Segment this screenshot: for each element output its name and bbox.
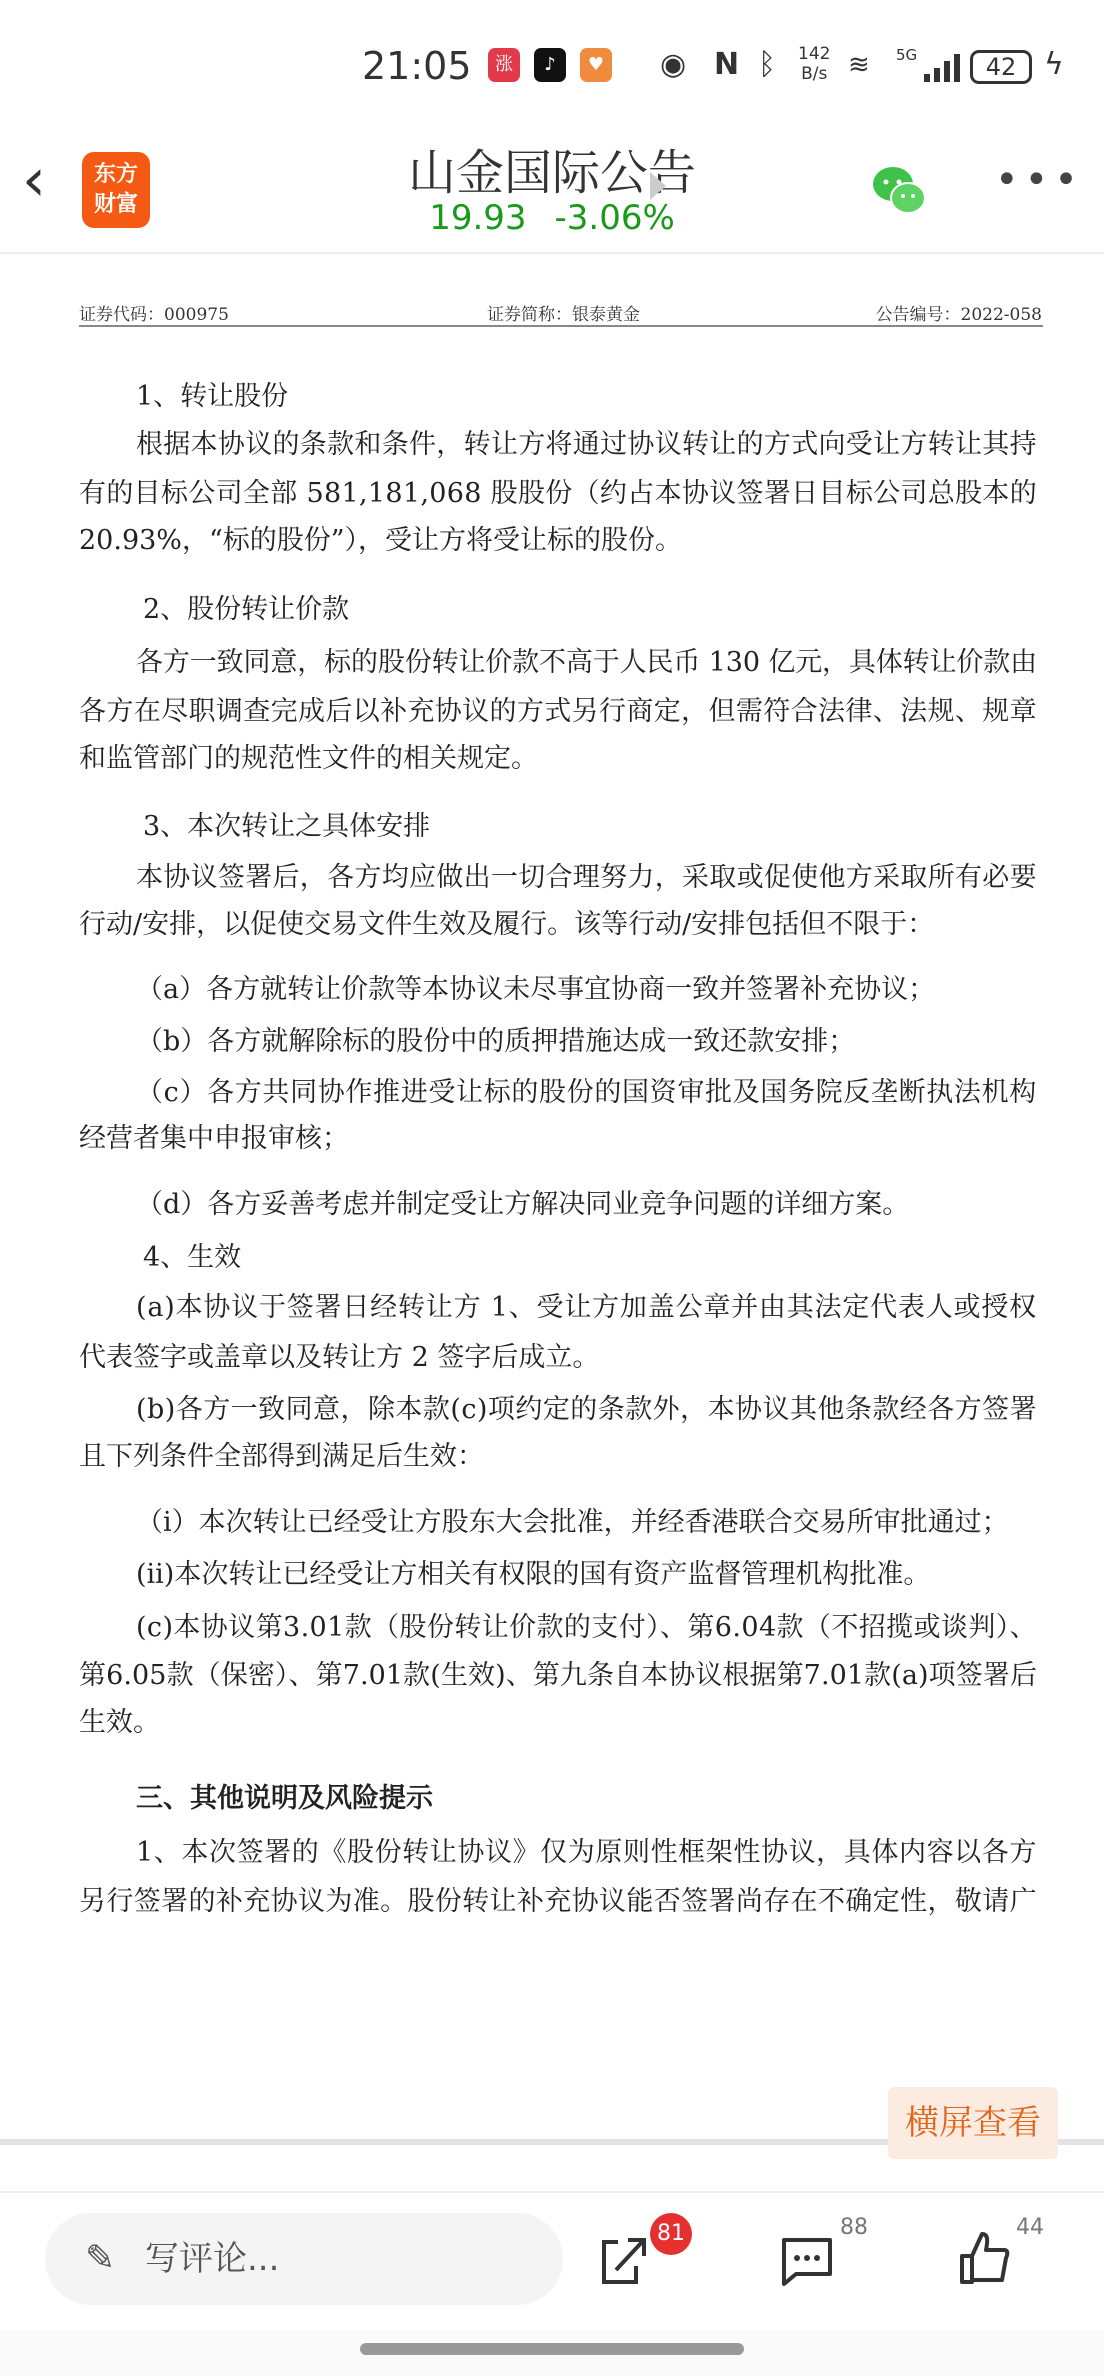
- net-speed: [798, 44, 830, 84]
- paragraph-line: (c)本协议第3.01款（股份转让价款的支付）、第6.04款（不招揽或谈判）、: [136, 1612, 1038, 1643]
- paragraph-line: 各方在尽职调查完成后以补充协议的方式另行商定，但需符合法律、法规、规章: [79, 696, 1037, 727]
- status-bar: [0, 0, 1104, 110]
- notice-number: 公告编号：2022-058: [875, 305, 1042, 325]
- tiktok-icon: ♪: [534, 48, 566, 82]
- section-heading: 3、本次转让之具体安排: [143, 811, 431, 842]
- paragraph-line: 第6.05款（保密）、第7.01款(生效)、第九条自本协议根据第7.01款(a)项签署后: [79, 1660, 1038, 1691]
- logo-line1: 东方: [93, 162, 138, 187]
- share-count-badge: 81: [650, 2213, 692, 2255]
- paragraph-line: 1、本次签署的《股份转让协议》仅为原则性框架性协议，具体内容以各方: [136, 1837, 1037, 1868]
- comment-icon[interactable]: [778, 2228, 838, 2288]
- stock-change: -3.06%: [554, 198, 675, 238]
- paragraph-line: 且下列条件全部得到满足后生效：: [79, 1441, 484, 1472]
- notification-app-icon: 涨: [488, 48, 520, 82]
- paragraph-line: （i）本次转让已经受让方股东大会批准，并经香港联合交易所审批通过；: [136, 1507, 1009, 1538]
- like-icon[interactable]: [956, 2228, 1016, 2288]
- paragraph-line: 行动/安排，以促使交易文件生效及履行。该等行动/安排包括但不限于：: [79, 909, 935, 940]
- paragraph-line: 另行签署的补充协议为准。股份转让补充协议能否签署尚存在不确定性，敬请广: [79, 1886, 1037, 1917]
- bottom-divider: [0, 2191, 1104, 2193]
- header: [0, 110, 1104, 254]
- paragraph-line: (b)各方一致同意，除本款(c)项约定的条款外，本协议其他条款经各方签署: [136, 1394, 1038, 1425]
- paragraph-line: 有的目标公司全部 581,181,068 股股份（约占本协议签署日目标公司总股本的: [79, 478, 1038, 509]
- share-icon[interactable]: [596, 2228, 656, 2288]
- charging-icon: ϟ: [1044, 47, 1064, 82]
- paragraph-line: (a)本协议于签署日经转让方 1、受让方加盖公章并由其法定代表人或授权: [136, 1292, 1037, 1323]
- paragraph-line: 本协议签署后，各方均应做出一切合理努力，采取或促使他方采取所有必要: [136, 862, 1037, 893]
- paragraph-line: 生效。: [79, 1707, 160, 1738]
- wechat-share-icon[interactable]: [870, 160, 930, 220]
- pencil-icon: ✎: [85, 2238, 116, 2279]
- bluetooth-icon: ᛒ: [758, 47, 776, 82]
- stock-quote[interactable]: [0, 198, 1104, 238]
- nfc-icon: N: [714, 47, 740, 82]
- paragraph-line: （a）各方就转让价款等本协议未尽事宜协商一致并签署补充协议；: [136, 974, 936, 1005]
- header-divider: [79, 325, 1043, 327]
- speed-value: 142: [798, 44, 831, 64]
- paragraph-line: 20.93%，“标的股份”），受让方将受让标的股份。: [79, 525, 683, 556]
- paragraph-line: (ii)本次转让已经受让方相关有权限的国有资产监督管理机构批准。: [136, 1559, 931, 1590]
- paragraph-line: 经营者集中申报审核；: [79, 1123, 349, 1154]
- wifi-icon: ≋: [848, 50, 870, 80]
- stock-price: 19.93: [429, 198, 527, 238]
- comment-count: 88: [840, 2215, 868, 2240]
- next-arrow-icon[interactable]: [650, 172, 666, 200]
- speed-unit: B/s: [801, 64, 828, 84]
- paragraph-line: 各方一致同意，标的股份转让价款不高于人民币 130 亿元，具体转让价款由: [136, 647, 1038, 678]
- paragraph-line: （d）各方妥善考虑并制定受让方解决同业竞争问题的详细方案。: [136, 1189, 910, 1220]
- paragraph-line: 代表签字或盖章以及转让方 2 签字后成立。: [79, 1342, 600, 1373]
- section-heading: 1、转让股份: [136, 381, 289, 412]
- home-indicator[interactable]: [360, 2343, 744, 2355]
- back-icon[interactable]: ‹: [22, 145, 46, 215]
- section-heading: 4、生效: [143, 1242, 242, 1273]
- section-heading: 三、其他说明及风险提示: [136, 1783, 433, 1814]
- eye-icon: ◉: [660, 47, 687, 82]
- page-title: 山金国际公告: [407, 145, 696, 201]
- paragraph-line: （b）各方就解除标的股份中的质押措施达成一致还款安排；: [136, 1026, 856, 1057]
- more-icon[interactable]: •••: [995, 157, 1084, 203]
- status-time: 21:05: [362, 44, 472, 88]
- signal-icon: [924, 52, 962, 82]
- like-count: 44: [1016, 2215, 1044, 2240]
- comment-placeholder: 写评论...: [145, 2239, 280, 2279]
- landscape-view-button[interactable]: 横屏查看: [888, 2087, 1058, 2159]
- security-code: 证券代码：000975: [79, 305, 229, 325]
- paragraph-line: 根据本协议的条款和条件，转让方将通过协议转让的方式向受让方转让其持: [136, 429, 1037, 460]
- section-heading: 2、股份转让价款: [143, 594, 350, 625]
- paragraph-line: （c）各方共同协作推进受让标的股份的国资审批及国务院反垄断执法机构: [136, 1077, 1037, 1108]
- network-type: 5G: [896, 46, 918, 64]
- comment-input[interactable]: [45, 2213, 563, 2305]
- health-app-icon: ♥: [580, 48, 612, 82]
- paragraph-line: 和监管部门的规范性文件的相关规定。: [79, 743, 538, 774]
- battery-icon: 42: [970, 50, 1032, 84]
- logo-line2: 财富: [93, 192, 138, 217]
- security-name: 证券简称：银泰黄金: [487, 305, 640, 325]
